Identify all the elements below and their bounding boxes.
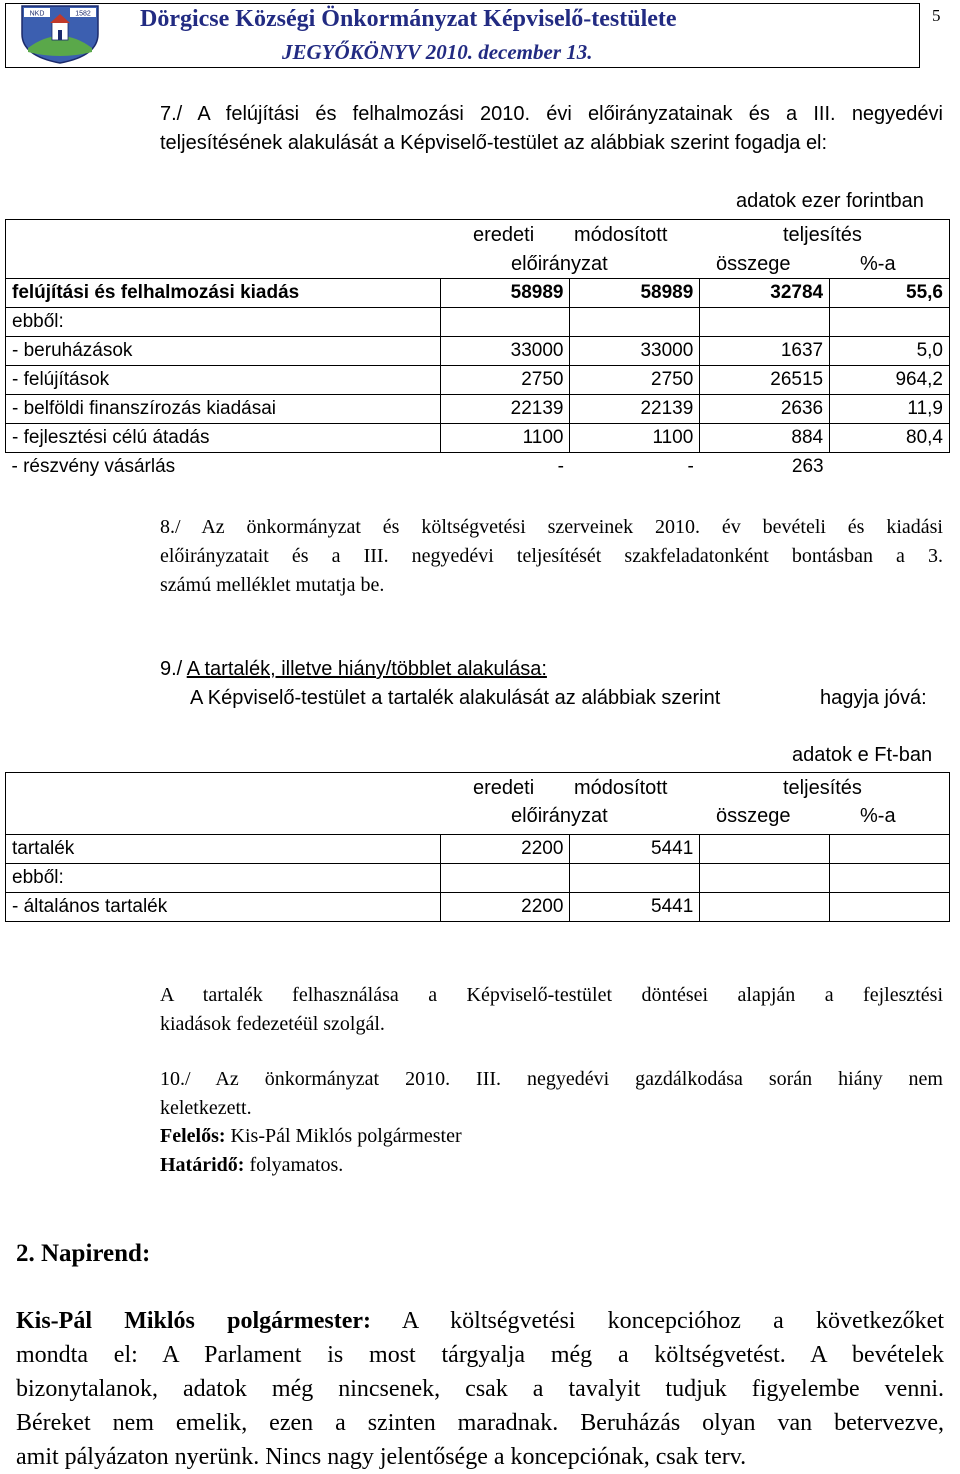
cell-szazalek	[830, 864, 950, 893]
item9-heading: A tartalék, illetve hiány/többlet alakulása:	[186, 658, 547, 680]
item7-line2: teljesítésének alakulását a Képviselő-testület az alábbiak szerint fogadja el:	[160, 132, 828, 154]
table-row	[6, 366, 950, 395]
cell-szazalek: 964,2	[830, 366, 950, 395]
table1-col-eredeti: eredeti	[473, 224, 535, 246]
item10-deadline	[160, 1151, 343, 1180]
reserve-note-line1: A tartalék felhasználása a Képviselő-testület döntései alapján a fejlesztési	[160, 984, 943, 1006]
table2-col-osszege: összege	[716, 805, 791, 827]
cell-eredeti: 33000	[440, 337, 570, 366]
item8-line1: 8./ Az önkormányzat és költségvetési szerveinek 2010. év bevételi és kiadási	[160, 516, 943, 538]
cell-szazalek: 80,4	[830, 424, 950, 453]
responsible-value: Kis-Pál Miklós polgármester	[225, 1125, 462, 1147]
table2-col-percent: %-a	[860, 805, 896, 827]
agenda2-speaker: Kis-Pál Miklós polgármester:	[16, 1308, 372, 1334]
deadline-label: Határidő:	[160, 1154, 245, 1176]
table2-col-modositott: módosított	[574, 777, 668, 799]
item9-heading-line	[160, 655, 547, 684]
item9-number: 9./	[160, 658, 183, 680]
table1-col-osszege: összege	[716, 253, 791, 275]
cell-modositott: 58989	[570, 279, 700, 308]
table-row	[6, 453, 950, 482]
reserve-note-line2: kiadások fedezetéül szolgál.	[160, 1013, 385, 1035]
row-label: ebből:	[6, 308, 441, 337]
item7-line1-right: negyedévi	[851, 103, 943, 125]
table2-col-eredeti: eredeti	[473, 777, 535, 799]
cell-osszeg: 2636	[700, 395, 830, 424]
cell-modositott: 22139	[570, 395, 700, 424]
cell-modositott	[570, 864, 700, 893]
row-label: ebből:	[6, 864, 441, 893]
deadline-value: folyamatos.	[244, 1154, 344, 1176]
item7-line1-left: 7./ A felújítási és felhalmozási 2010. évi előirányzatainak és a III.	[160, 103, 836, 125]
agenda2-line4: Béreket nem emelik, ezen a szinten maradnak. Beruházás olyan van betervezve,	[16, 1410, 944, 1436]
cell-szazalek	[830, 453, 950, 482]
table1-col-teljesites: teljesítés	[783, 224, 862, 246]
item10-line1: 10./ Az önkormányzat 2010. III. negyedévi gazdálkodása során hiány nem	[160, 1068, 943, 1090]
row-label: tartalék	[6, 835, 441, 864]
row-label: - részvény vásárlás	[11, 456, 176, 477]
cell-szazalek: 11,9	[830, 395, 950, 424]
table1-col-modositott: módosított	[574, 224, 668, 246]
item8-line3: számú melléklet mutatja be.	[160, 574, 385, 596]
cell-eredeti: 22139	[440, 395, 570, 424]
agenda2-line2: mondta el: A Parlament is most tárgyalja még a költségvetést. A bevételek	[16, 1342, 944, 1368]
table1	[5, 278, 950, 481]
cell-eredeti: 2200	[440, 893, 570, 922]
agenda2-line1	[16, 1304, 944, 1338]
cell-osszeg	[700, 893, 830, 922]
table2-col-eloiranyzat: előirányzat	[511, 805, 608, 827]
row-label: - beruházások	[6, 337, 441, 366]
cell-eredeti: -	[557, 456, 564, 477]
document-subtitle: JEGYŐKÖNYV 2010. december 13.	[282, 40, 593, 64]
cell-modositott: -	[687, 456, 694, 477]
cell-osszeg: 263	[791, 456, 824, 477]
village-coat-of-arms-logo	[14, 4, 106, 64]
row-label: felújítási és felhalmozási kiadás	[6, 279, 441, 308]
row-label: - fejlesztési célú átadás	[6, 424, 441, 453]
agenda2-line3: bizonytalanok, adatok még nincsenek, csak a tavalyit tudjuk figyelembe venni.	[16, 1376, 944, 1402]
cell-eredeti: 58989	[440, 279, 570, 308]
logo-text-left: NKD	[29, 10, 45, 18]
cell-modositott: 33000	[570, 337, 700, 366]
cell-osszeg	[700, 864, 830, 893]
agenda2-line1-rest: A költségvetési koncepcióhoz a következőket	[371, 1308, 944, 1334]
table-row	[6, 395, 950, 424]
logo-text-right: 1582	[75, 10, 91, 18]
table-row	[6, 337, 950, 366]
row-label: - általános tartalék	[6, 893, 441, 922]
item9-line2-right: hagyja jóvá:	[820, 687, 927, 709]
table-row	[6, 308, 950, 337]
cell-eredeti	[440, 308, 570, 337]
document-title: Dörgicse Községi Önkormányzat Képviselő-testülete	[140, 6, 677, 32]
table-row	[6, 864, 950, 893]
table1-col-percent: %-a	[860, 253, 896, 275]
cell-osszeg: 26515	[700, 366, 830, 395]
cell-osszeg: 884	[700, 424, 830, 453]
cell-modositott: 2750	[570, 366, 700, 395]
cell-szazalek	[830, 308, 950, 337]
table-row	[6, 279, 950, 308]
agenda2-heading: 2. Napirend:	[16, 1240, 151, 1267]
table-row	[6, 835, 950, 864]
agenda2-line5: amit pályázaton nyerünk. Nincs nagy jelentősége a koncepciónak, csak terv.	[16, 1444, 747, 1470]
table2	[5, 834, 950, 922]
table-row	[6, 424, 950, 453]
cell-szazalek: 55,6	[830, 279, 950, 308]
row-label: - belföldi finanszírozás kiadásai	[6, 395, 441, 424]
cell-modositott: 5441	[570, 835, 700, 864]
responsible-label: Felelős:	[160, 1125, 226, 1147]
cell-szazalek	[830, 835, 950, 864]
cell-szazalek	[830, 893, 950, 922]
cell-osszeg	[700, 835, 830, 864]
cell-modositott	[570, 308, 700, 337]
table1-unit-note: adatok ezer forintban	[736, 190, 924, 212]
cell-eredeti: 2750	[440, 366, 570, 395]
cell-eredeti	[440, 864, 570, 893]
cell-modositott: 1100	[570, 424, 700, 453]
table-row	[6, 893, 950, 922]
page-number: 5	[932, 6, 941, 25]
item8-line2: előirányzatait és a III. negyedévi teljesítését szakfeladatonként bontásban a 3.	[160, 545, 943, 567]
item9-line2-left: A Képviselő-testület a tartalék alakulását az alábbiak szerint	[190, 687, 721, 709]
table2-unit-note: adatok e Ft-ban	[792, 744, 933, 766]
table2-col-teljesites: teljesítés	[783, 777, 862, 799]
item7-line1	[160, 100, 943, 129]
row-label: - felújítások	[6, 366, 441, 395]
cell-eredeti: 2200	[440, 835, 570, 864]
cell-osszeg	[700, 308, 830, 337]
cell-osszeg: 32784	[700, 279, 830, 308]
item10-responsible	[160, 1122, 462, 1151]
cell-osszeg: 1637	[700, 337, 830, 366]
table1-col-eloiranyzat: előirányzat	[511, 253, 608, 275]
item10-line2: keletkezett.	[160, 1097, 252, 1119]
cell-eredeti: 1100	[440, 424, 570, 453]
cell-szazalek: 5,0	[830, 337, 950, 366]
cell-modositott: 5441	[570, 893, 700, 922]
